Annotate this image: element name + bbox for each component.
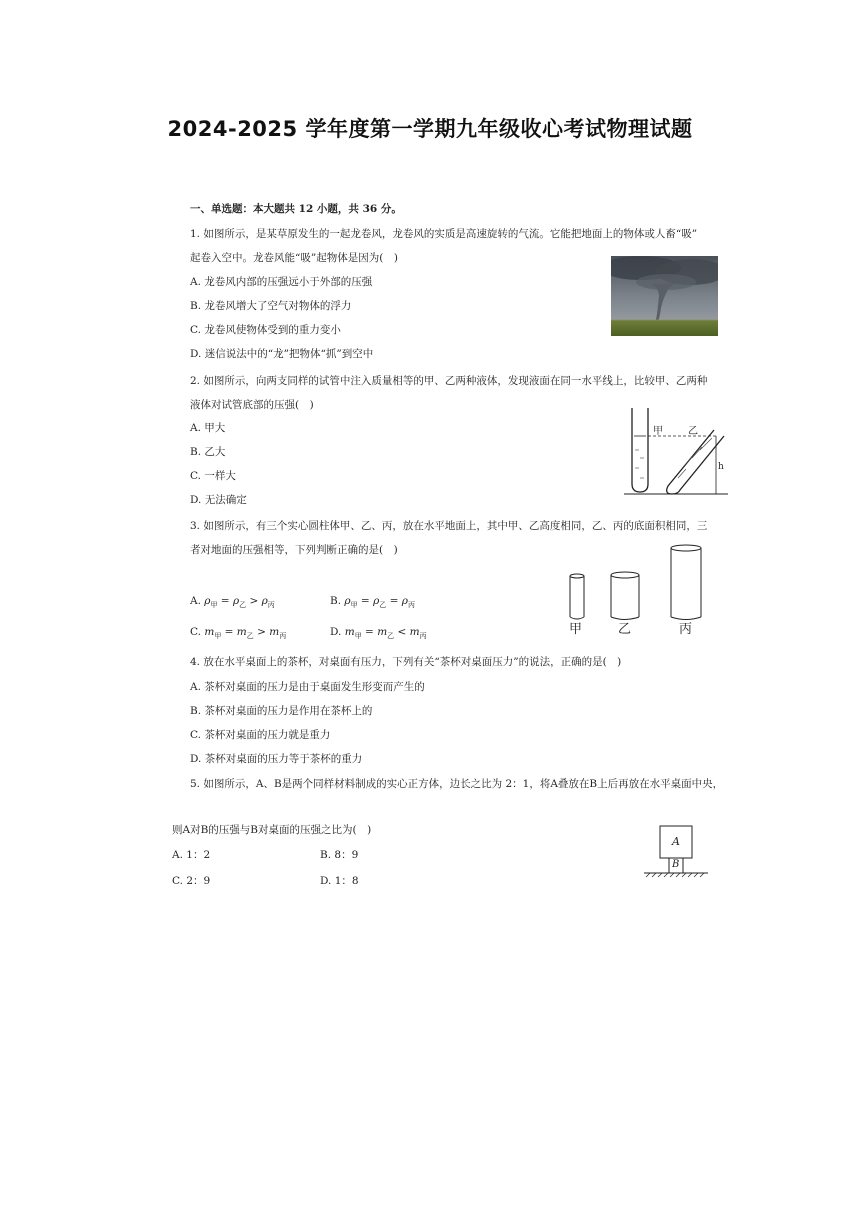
q3-stem-line1: 3. 如图所示，有三个实心圆柱体甲、乙、丙，放在水平地面上，其中甲、乙高度相同，乙、丙的底面积相同，三	[190, 520, 708, 532]
label-cube-a: A	[672, 835, 680, 848]
q5-option-c: C. 2：9	[172, 875, 211, 887]
q1-option-b: B. 龙卷风增大了空气对物体的浮力	[190, 300, 352, 312]
q2-option-c: C. 一样大	[190, 470, 236, 482]
q3-option-d: D. $m_甲 = m_乙 < m_丙$	[330, 626, 427, 641]
q1-option-c: C. 龙卷风使物体受到的重力变小	[190, 324, 341, 336]
label-cyl-yi: 乙	[618, 622, 632, 637]
q5-stem-line2: 则A对B的压强与B对桌面的压强之比为( )	[172, 824, 372, 836]
q4-option-c: C. 茶杯对桌面的压力就是重力	[190, 729, 331, 741]
stacked-cubes-figure	[644, 822, 710, 882]
q1-stem-line2: 起卷入空中。龙卷风能“吸”起物体是因为( )	[190, 252, 398, 264]
q1-option-d: D. 迷信说法中的“龙”把物体“抓”到空中	[190, 348, 374, 360]
q5-option-a: A. 1：2	[172, 849, 211, 861]
q1-option-a: A. 龙卷风内部的压强远小于外部的压强	[190, 276, 373, 288]
q2-option-d: D. 无法确定	[190, 494, 247, 506]
q4-option-b: B. 茶杯对桌面的压力是作用在茶杯上的	[190, 705, 373, 717]
q3-option-a: A. $\rho_甲 = \rho_乙 > \rho_丙$	[190, 595, 275, 610]
q2-option-a: A. 甲大	[190, 422, 226, 434]
label-h: h	[718, 462, 724, 472]
label-cyl-jia: 甲	[569, 622, 583, 637]
q2-stem-line1: 2. 如图所示，向两支同样的试管中注入质量相等的甲、乙两种液体，发现液面在同一水平线上，比较甲、乙两种	[190, 375, 708, 387]
q3-option-c: C. $m_甲 = m_乙 > m_丙$	[190, 626, 287, 641]
q2-stem-line2: 液体对试管底部的压强( )	[190, 399, 314, 411]
q2-option-b: B. 乙大	[190, 446, 226, 458]
cylinders-figure	[560, 543, 720, 643]
q1-stem-line1: 1. 如图所示，是某草原发生的一起龙卷风，龙卷风的实质是高速旋转的气流。它能把地面上的物体或人畜“吸”	[190, 228, 698, 240]
q5-stem-line1: 5. 如图所示，A、B是两个同样材料制成的实心正方体，边长之比为 2：1，将A叠放在B上后再放在水平桌面中央，	[190, 778, 724, 790]
q3-stem-line2: 者对地面的压强相等，下列判断正确的是( )	[190, 544, 398, 556]
q3-option-b: B. $\rho_甲 = \rho_乙 = \rho_丙$	[330, 595, 415, 610]
test-tube-figure	[618, 406, 728, 498]
label-cyl-bing: 丙	[679, 622, 693, 637]
q5-option-b: B. 8：9	[320, 849, 359, 861]
q4-option-d: D. 茶杯对桌面的压力等于茶杯的重力	[190, 753, 363, 765]
q4-stem: 4. 放在水平桌面上的茶杯，对桌面有压力，下列有关“茶杯对桌面压力”的说法，正确的是( )	[190, 656, 622, 668]
section-heading: 一、单选题：本大题共 12 小题，共 36 分。	[190, 203, 402, 215]
q4-option-a: A. 茶杯对桌面的压力是由于桌面发生形变而产生的	[190, 681, 425, 693]
q5-option-d: D. 1：8	[320, 875, 359, 887]
label-yi: 乙	[688, 426, 698, 437]
page-title: 2024-2025 学年度第一学期九年级收心考试物理试题	[167, 117, 693, 141]
tornado-photo	[611, 256, 718, 336]
label-cube-b: B	[672, 859, 680, 870]
label-jia: 甲	[653, 426, 663, 437]
